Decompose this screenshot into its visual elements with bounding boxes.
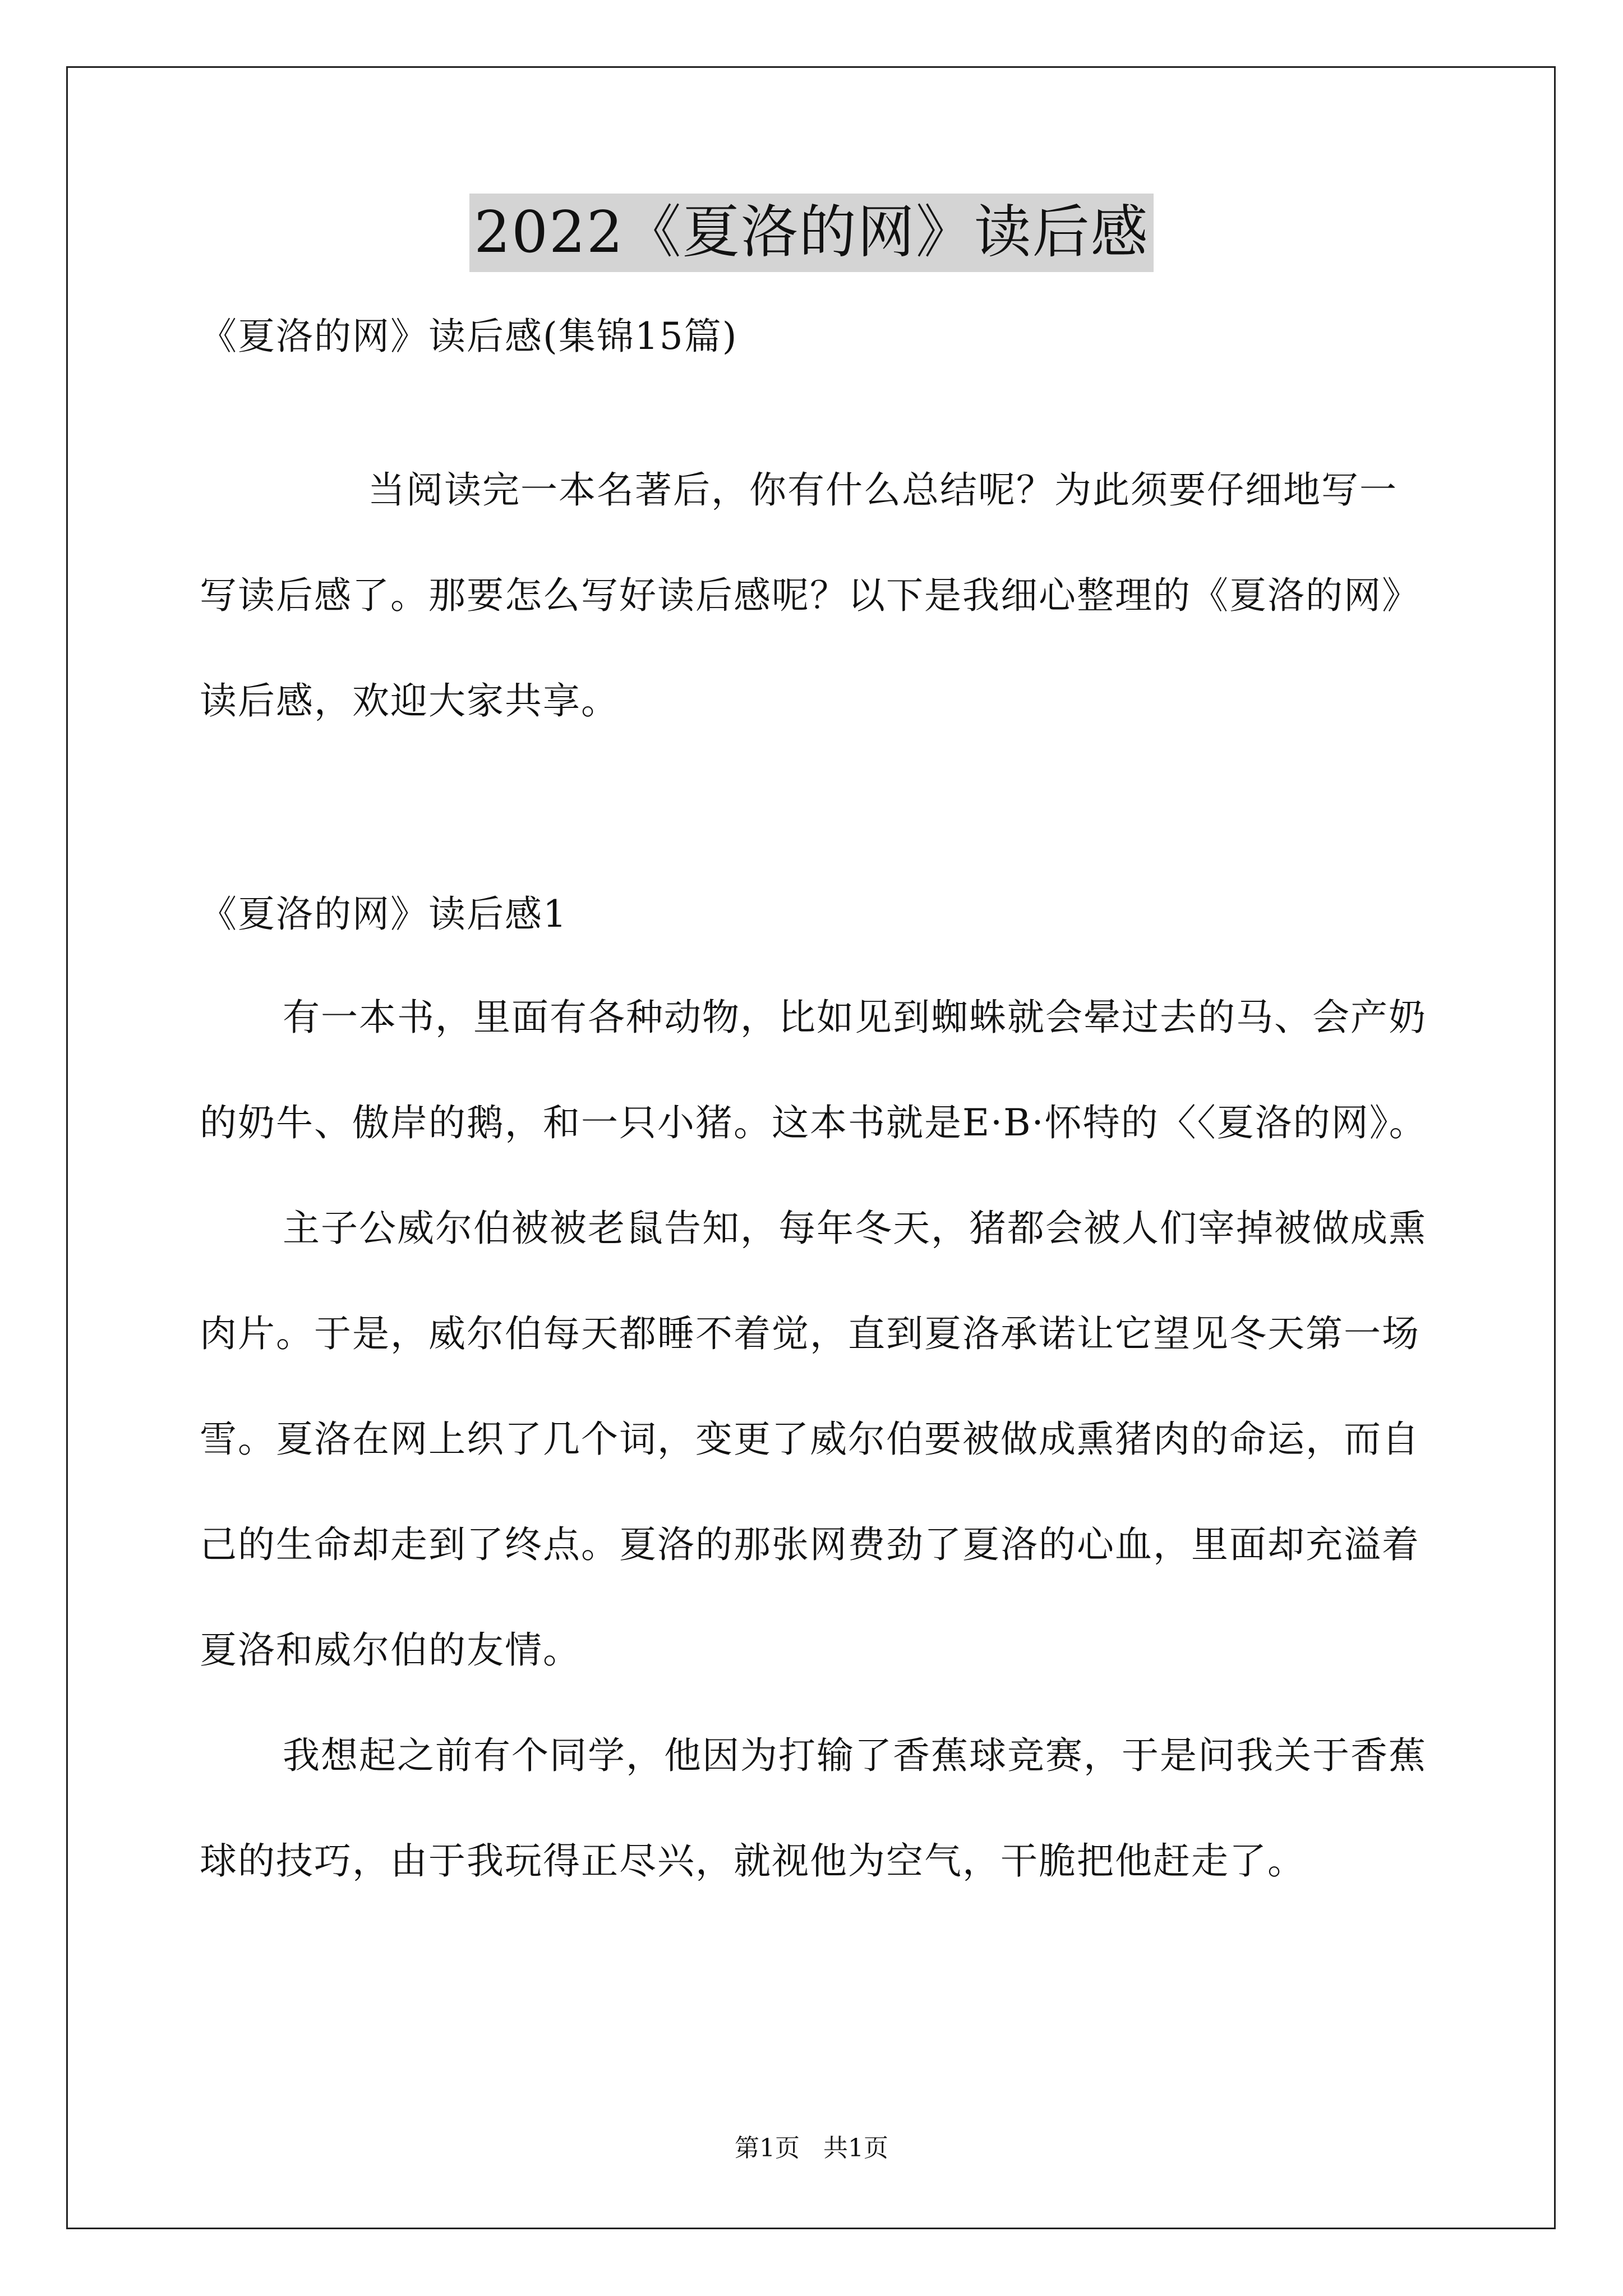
intro-section xyxy=(200,438,1433,754)
page-number: 第1页 xyxy=(735,2134,800,2162)
body-paragraph: 我想起之前有个同学，他因为打输了香蕉球竞赛，于是问我关于香蕉球的技巧，由于我玩得正尽兴，就视他为空气，干脆把他赶走了。 xyxy=(200,1734,1427,1883)
body-section xyxy=(200,965,1433,1914)
document-title: 2022《夏洛的网》读后感 xyxy=(469,194,1154,272)
body-paragraph: 主子公威尔伯被被老鼠告知，每年冬天，猪都会被人们宰掉被做成熏肉片。于是，威尔伯每天都睡不着觉，直到夏洛承诺让它望见冬天第一场雪。夏洛在网上织了几个词，变更了威尔伯要被做成熏猪肉的命运，而自己的生命却走到了终点。夏洛的那张网费劲了夏洛的心血，里面却充溢着夏洛和威尔伯的友情。 xyxy=(200,1207,1427,1672)
page-total: 共1页 xyxy=(823,2134,888,2162)
title-container xyxy=(0,194,1623,272)
body-paragraph: 有一本书，里面有各种动物，比如见到蜘蛛就会晕过去的马、会产奶的奶牛、傲岸的鹅，和一只小猪。这本书就是E·B·怀特的〈〈夏洛的网》。 xyxy=(200,996,1427,1144)
document-subtitle: 《夏洛的网》读后感(集锦15篇) xyxy=(200,315,738,358)
section-heading: 《夏洛的网》读后感1 xyxy=(200,892,568,936)
page-footer xyxy=(0,2132,1623,2165)
intro-paragraph: 当阅读完一本名著后，你有什么总结呢？为此须要仔细地写一写读后感了。那要怎么写好读后感呢？以下是我细心整理的《夏洛的网》读后感，欢迎大家共享。 xyxy=(200,468,1420,723)
